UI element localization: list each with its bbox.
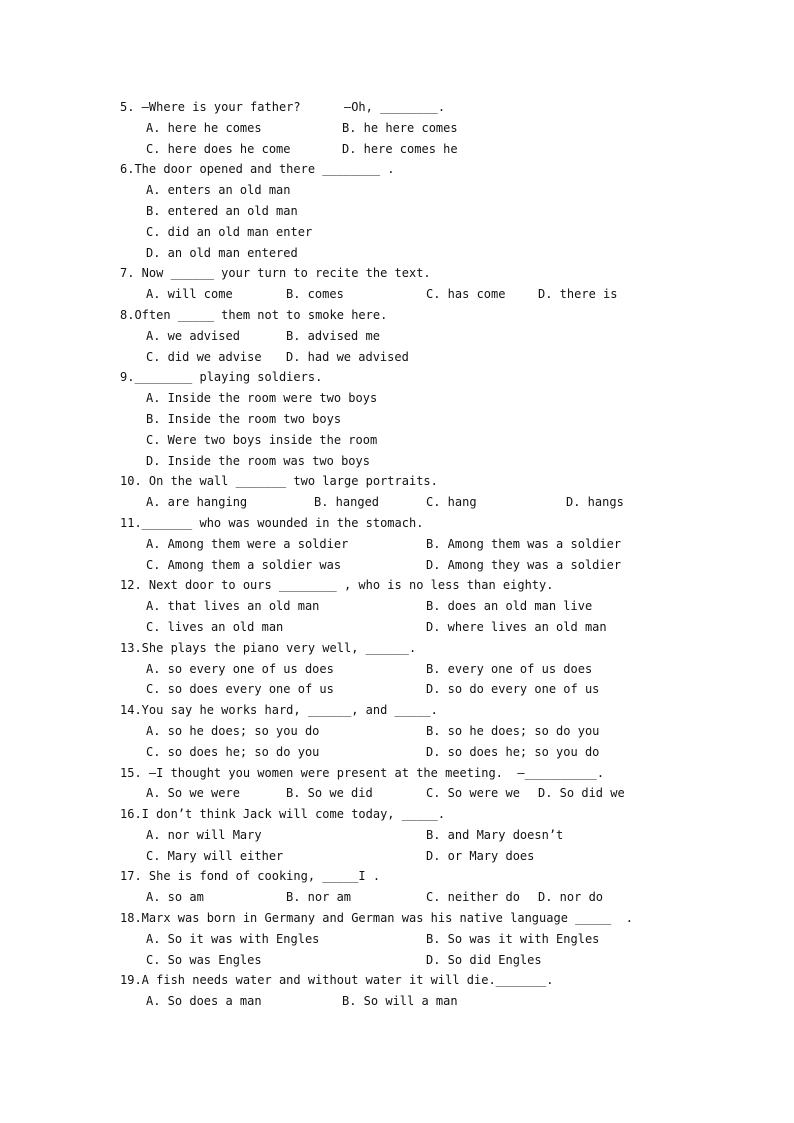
answer-option: D. an old man entered	[146, 245, 298, 260]
answer-option: A. that lives an old man	[146, 599, 320, 614]
answer-option: A. so every one of us does	[146, 661, 334, 676]
answer-option: C. So were we	[426, 786, 520, 801]
option-row	[120, 721, 680, 742]
option-row	[120, 742, 680, 763]
question-stem: 14.You say he works hard, ______, and _____.	[120, 703, 438, 718]
answer-option: D. So did we	[538, 786, 625, 801]
answer-option: A. So we were	[146, 786, 240, 801]
option-row	[120, 430, 680, 451]
question-list	[120, 97, 680, 1012]
answer-option: B. Among them was a soldier	[426, 536, 622, 551]
answer-option: D. there is	[538, 287, 618, 302]
question-stem: 11._______ who was wounded in the stomach.	[120, 515, 424, 530]
answer-option: C. here does he come	[146, 141, 291, 156]
answer-option: B. comes	[286, 287, 344, 302]
answer-option: D. nor do	[538, 890, 604, 905]
question-stem: 12. Next door to ours ________ , who is no less than eighty.	[120, 578, 554, 593]
question-stem: 16.I don’t think Jack will come today, _____.	[120, 807, 446, 822]
answer-option: C. did we advise	[146, 349, 262, 364]
answer-option: B. every one of us does	[426, 661, 593, 676]
option-row	[120, 783, 680, 804]
question-stem: 8.Often _____ them not to smoke here.	[120, 307, 388, 322]
option-row	[120, 596, 680, 617]
option-row	[120, 492, 680, 513]
answer-option: C. has come	[426, 287, 506, 302]
option-row	[120, 180, 680, 201]
option-row	[120, 991, 680, 1012]
question-stem: 15. —I thought you women were present at the meeting. —__________.	[120, 765, 605, 780]
question-stem: 17. She is fond of cooking, _____I .	[120, 869, 381, 884]
answer-option: D. Among they was a soldier	[426, 557, 622, 572]
answer-option: C. Were two boys inside the room	[146, 432, 378, 447]
question-stem: 7. Now ______ your turn to recite the text.	[120, 266, 431, 281]
option-row	[120, 326, 680, 347]
answer-option: C. Mary will either	[146, 848, 284, 863]
answer-option: A. so am	[146, 890, 204, 905]
answer-option: B. he here comes	[342, 120, 458, 135]
option-row	[120, 929, 680, 950]
question-stem: 18.Marx was born in Germany and German was his native language _____ .	[120, 911, 633, 926]
option-row	[120, 201, 680, 222]
option-row	[120, 284, 680, 305]
answer-option: A. will come	[146, 287, 233, 302]
answer-option: A. So does a man	[146, 994, 262, 1009]
option-row	[120, 243, 680, 264]
answer-option: A. are hanging	[146, 495, 248, 510]
option-row	[120, 679, 680, 700]
option-row	[120, 659, 680, 680]
answer-option: B. So we did	[286, 786, 373, 801]
option-row	[120, 555, 680, 576]
answer-option: A. Inside the room were two boys	[146, 391, 378, 406]
answer-option: C. neither do	[426, 890, 520, 905]
option-row	[120, 347, 680, 368]
option-row	[120, 451, 680, 472]
answer-option: A. so he does; so you do	[146, 723, 320, 738]
answer-option: B. hanged	[314, 495, 380, 510]
answer-option: D. so does he; so you do	[426, 744, 600, 759]
option-row	[120, 409, 680, 430]
question-stem: 5. —Where is your father? —Oh, ________.	[120, 100, 446, 114]
answer-option: B. entered an old man	[146, 203, 298, 218]
answer-option: B. So will a man	[342, 994, 458, 1009]
answer-option: B. does an old man live	[426, 599, 593, 614]
question-stem: 10. On the wall _______ two large portraits.	[120, 474, 438, 489]
option-row	[120, 118, 680, 139]
answer-option: A. nor will Mary	[146, 827, 262, 842]
option-row	[120, 388, 680, 409]
option-row	[120, 534, 680, 555]
option-row	[120, 139, 680, 160]
answer-option: B. advised me	[286, 328, 380, 343]
question-stem: 13.She plays the piano very well, ______.	[120, 640, 417, 655]
answer-option: A. here he comes	[146, 120, 262, 135]
option-row	[120, 887, 680, 908]
option-row	[120, 617, 680, 638]
question-stem: 9.________ playing soldiers.	[120, 370, 323, 385]
answer-option: D. hangs	[566, 495, 624, 510]
answer-option: C. hang	[426, 495, 477, 510]
answer-option: C. so does he; so do you	[146, 744, 320, 759]
answer-option: A. enters an old man	[146, 183, 291, 198]
answer-option: C. so does every one of us	[146, 682, 334, 697]
answer-option: D. here comes he	[342, 141, 458, 156]
answer-option: C. So was Engles	[146, 952, 262, 967]
answer-option: D. So did Engles	[426, 952, 542, 967]
answer-option: D. had we advised	[286, 349, 409, 364]
answer-option: B. Inside the room two boys	[146, 411, 342, 426]
answer-option: B. and Mary doesn’t	[426, 827, 564, 842]
option-row	[120, 846, 680, 867]
answer-option: C. Among them a soldier was	[146, 557, 342, 572]
option-row	[120, 222, 680, 243]
question-stem: 6.The door opened and there ________ .	[120, 162, 395, 177]
answer-option: A. So it was with Engles	[146, 931, 320, 946]
answer-option: A. we advised	[146, 328, 240, 343]
question-stem: 19.A fish needs water and without water it will die._______.	[120, 973, 554, 988]
answer-option: D. so do every one of us	[426, 682, 600, 697]
answer-option: B. so he does; so do you	[426, 723, 600, 738]
option-row	[120, 950, 680, 971]
option-row	[120, 825, 680, 846]
answer-option: B. nor am	[286, 890, 352, 905]
answer-option: D. or Mary does	[426, 848, 535, 863]
answer-option: B. So was it with Engles	[426, 931, 600, 946]
answer-option: C. lives an old man	[146, 619, 284, 634]
answer-option: D. where lives an old man	[426, 619, 607, 634]
answer-option: A. Among them were a soldier	[146, 536, 349, 551]
answer-option: C. did an old man enter	[146, 224, 313, 239]
answer-option: D. Inside the room was two boys	[146, 453, 370, 468]
